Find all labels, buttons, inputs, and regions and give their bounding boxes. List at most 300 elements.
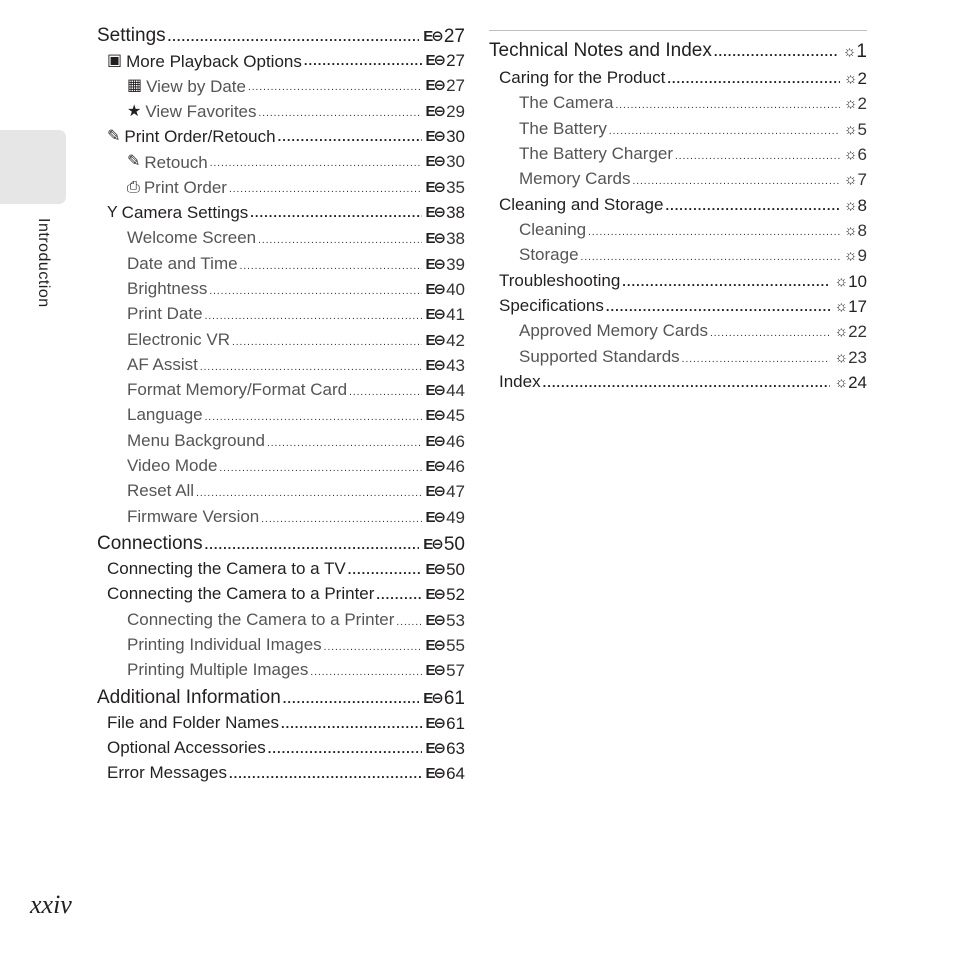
reference-section-icon: E⊖ [425,356,445,374]
page-number-ref: 64 [446,764,465,784]
toc-entry-label: Index [499,371,541,391]
toc-entry[interactable] [97,280,465,305]
reference-section-icon: E⊖ [425,230,445,248]
technical-notes-icon: ☼ [843,70,856,87]
reference-section-icon: E⊖ [425,483,445,501]
toc-entry-label: Error Messages [107,763,227,783]
page-reference [426,52,466,69]
page-number-ref: 42 [446,330,465,350]
toc-entry[interactable] [97,457,465,482]
reference-section-icon: E⊖ [425,127,445,145]
page-number-ref: 5 [857,119,867,139]
toc-entry[interactable] [489,170,867,195]
page-number-ref: 9 [857,246,867,266]
toc-entry[interactable] [97,305,465,330]
leader-dots [304,54,422,67]
toc-entry-label: Supported Standards [519,346,680,366]
leader-dots [232,338,422,348]
reference-section-icon: E⊖ [425,153,445,171]
toc-entry-title [107,128,276,145]
page-number-ref: 44 [446,381,465,401]
star-icon: ★ [127,102,142,120]
page-number-ref: 7 [857,170,867,190]
toc-entry[interactable] [97,77,465,102]
toc-entry-title [127,78,246,95]
technical-notes-icon: ☼ [834,348,847,366]
toc-entry-title [107,714,279,731]
technical-notes-icon: ☼ [834,373,847,391]
toc-entry-title [97,688,281,707]
toc-entry-label: Connecting the Camera to a Printer [107,584,375,604]
toc-entry[interactable] [97,585,465,610]
reference-section-icon: E⊖ [425,458,445,476]
reference-section-icon: E⊖ [425,306,445,324]
leader-dots [281,717,422,730]
page-reference [426,612,466,629]
page-reference [844,121,867,138]
toc-entry-title [519,120,607,137]
toc-entry[interactable] [97,714,465,739]
toc-entry-label: Retouch [144,152,208,172]
toc-entry-label: The Battery [519,118,607,138]
reference-section-icon: E⊖ [425,560,445,578]
page-number-ref: 10 [848,271,867,291]
page-reference [426,332,466,349]
toc-entry-label: Electronic VR [127,329,230,349]
leader-dots [622,275,830,288]
page-number-ref: 27 [446,51,465,70]
leader-dots [714,45,839,58]
page-reference [426,662,466,679]
page-reference [423,689,465,708]
toc-entry-label: Caring for the Product [499,68,666,87]
page-number-ref: 17 [848,296,867,316]
wrench-icon: Y [107,203,118,221]
technical-notes-icon: ☼ [842,43,855,60]
toc-entry[interactable] [97,560,465,585]
toc-entry-label: Language [127,405,203,425]
toc-entry-title [127,508,259,525]
page-reference [426,509,466,526]
toc-entry[interactable] [97,661,465,686]
toc-entry-label: Print Order/Retouch [124,127,276,147]
leader-dots [205,538,420,551]
page-number-ref: 40 [446,279,465,299]
calendar-icon: ▦ [127,77,143,95]
leader-dots [665,199,839,212]
toc-entry-label: Technical Notes and Index [489,40,712,61]
toc-entry[interactable] [489,221,867,246]
toc-entry-title [499,297,604,314]
leader-dots [310,668,421,678]
toc-entry-title [107,764,227,781]
leader-dots [209,287,421,297]
page-reference [426,407,466,424]
toc-entry-title [499,196,663,213]
page-number-ref: 38 [446,202,465,222]
leader-dots [219,464,421,474]
leader-dots [588,228,840,238]
toc-entry[interactable] [97,739,465,764]
page-number-ref: 57 [446,661,465,681]
leader-dots [168,30,420,43]
toc-entry-title [519,348,680,365]
toc-entry-title [127,482,194,499]
page-reference [426,103,466,120]
leader-dots [250,206,421,219]
page-reference [426,179,466,196]
toc-entry[interactable] [97,356,465,381]
toc-entry-label: Welcome Screen [127,228,257,248]
page-reference [426,561,466,578]
toc-entry-label: Reset All [127,481,195,501]
toc-entry-label: Video Mode [127,456,218,476]
page-number-ref: 46 [446,431,465,451]
leader-dots [196,489,421,499]
leader-dots [267,439,422,449]
page-reference [426,637,466,654]
toc-entry-title [127,229,256,246]
leader-dots [615,101,839,111]
leader-dots [210,159,422,169]
leader-dots [710,329,830,339]
toc-entry[interactable] [97,255,465,280]
leader-dots [229,185,422,195]
page-reference [426,281,466,298]
toc-entry-label: The Camera [519,93,614,113]
toc-entry[interactable] [97,331,465,356]
print-retouch-icon: ✎ [107,127,121,145]
toc-entry-title [127,280,207,297]
page-reference [423,535,465,554]
page-number-ref: 61 [446,713,465,733]
toc-entry[interactable] [489,272,867,297]
toc-entry-title [489,41,712,60]
page-reference [844,197,867,214]
page-reference [426,458,466,475]
page-number-ref: 43 [446,355,465,375]
page-reference [844,222,867,239]
page-number-ref: 24 [848,372,867,392]
toc-entry-title [519,145,673,162]
toc-entry-label: Cleaning and Storage [499,194,664,214]
toc-entry-title [127,381,347,398]
toc-entry-label: Print Date [127,304,203,324]
toc-entry[interactable] [97,611,465,636]
toc-entry[interactable] [97,687,465,714]
toc-entry-label: View Favorites [145,102,257,122]
leader-dots [606,300,830,313]
toc-entry[interactable] [97,229,465,254]
toc-entry-title [127,661,308,678]
toc-entry[interactable] [489,94,867,119]
reference-section-icon: E⊖ [425,432,445,450]
toc-entry-label: Storage [519,245,579,265]
page-number-ref: 8 [857,195,867,215]
toc-entry[interactable] [97,153,465,178]
toc-entry[interactable] [489,145,867,170]
page-number-ref: 23 [848,347,867,367]
reference-section-icon: E⊖ [425,102,445,120]
toc-entry-title [127,331,230,348]
toc-entry-title [127,179,227,196]
section-tab [0,130,66,204]
page-reference [843,42,867,61]
reference-section-icon: E⊖ [425,637,445,654]
page-number-ref: 46 [446,457,465,477]
toc-entry[interactable] [97,764,465,789]
page-reference [426,483,466,500]
toc-entry-label: Camera Settings [121,203,249,223]
page-reference [834,273,867,290]
page-reference [844,95,867,112]
toc-entry-title [107,585,374,602]
toc-entry[interactable] [489,40,867,69]
page-number-ref: 39 [446,254,465,274]
page-number-ref: 41 [446,305,465,325]
toc-entry[interactable] [97,636,465,661]
toc-entry-label: Print Order [143,178,227,198]
toc-entry-label: AF Assist [127,354,198,374]
page-number-ref: 53 [446,610,465,630]
page-reference [426,256,466,273]
reference-section-icon: E⊖ [425,407,445,425]
toc-entry-label: Firmware Version [127,506,260,526]
toc-entry-label: More Playback Options [126,51,302,71]
toc-entry-label: Optional Accessories [107,737,266,757]
reference-section-icon: E⊖ [423,535,442,553]
toc-entry-label: Format Memory/Format Card [127,380,348,400]
page-number-ref: 27 [443,26,465,47]
toc-entry[interactable] [97,508,465,533]
leader-dots [675,152,840,162]
toc-entry-label: The Battery Charger [519,143,674,163]
leader-dots [667,72,839,85]
leader-dots [376,588,421,601]
leader-dots [348,563,422,576]
toc-entry[interactable] [489,69,867,94]
page-reference [834,374,867,391]
toc-entry-label: Date and Time [127,253,238,273]
reference-section-icon: E⊖ [423,28,442,45]
page-number-ref: 2 [857,94,867,114]
toc-entry-title [107,204,248,221]
page-reference [426,77,466,94]
toc-entry-title [127,406,203,423]
page-reference [834,298,867,315]
toc-entry[interactable] [97,482,465,507]
reference-section-icon: E⊖ [425,611,445,629]
leader-dots [268,742,422,755]
leader-dots [229,767,422,780]
page-reference [426,765,466,782]
toc-entry-title [519,221,586,238]
page-reference [426,204,466,221]
toc-entry-title [499,69,665,86]
playback-icon: ▣ [107,52,123,69]
toc-entry[interactable] [97,128,465,153]
page-number-ref: 27 [446,76,465,96]
toc-right-column [489,30,867,398]
page-reference [844,146,867,163]
toc-entry-label: Cleaning [519,219,587,239]
toc-entry-label: Connecting the Camera to a TV [107,558,346,578]
toc-entry-label: Menu Background [127,430,265,450]
page-reference [426,586,466,603]
page-number-ref: 1 [856,41,867,62]
page-number-ref: 22 [848,322,867,342]
reference-section-icon: E⊖ [425,714,445,732]
retouch-icon: ✎ [127,153,141,171]
page-number-ref: 38 [446,229,465,249]
page-number-ref: 30 [446,152,465,172]
page-reference [426,306,466,323]
toc-entry[interactable] [97,432,465,457]
leader-dots [581,253,840,263]
leader-dots [349,388,421,398]
toc-entry-title [519,170,630,187]
leader-dots [632,177,839,187]
reference-section-icon: E⊖ [423,689,442,707]
leader-dots [259,109,422,119]
page-reference [834,349,867,366]
reference-section-icon: E⊖ [425,52,445,69]
toc-entry[interactable] [97,52,465,77]
toc-entry-title [499,272,620,289]
toc-entry[interactable] [489,120,867,145]
toc-entry-title [519,322,708,339]
toc-entry[interactable] [489,196,867,221]
technical-notes-icon: ☼ [834,272,847,290]
page-reference [426,357,466,374]
page-number-ref: 45 [446,406,465,426]
reference-section-icon: E⊖ [425,280,445,298]
toc-entry[interactable] [489,373,867,398]
page-reference [426,433,466,450]
toc-entry-label: File and Folder Names [107,712,279,732]
page-reference [844,70,867,87]
leader-dots [200,363,422,373]
page-reference [844,171,867,188]
reference-section-icon: E⊖ [425,255,445,273]
toc-entry[interactable] [97,25,465,52]
toc-entry-label: Connections [97,532,203,554]
page-number-ref: 47 [446,482,465,502]
toc-entry-title [107,53,302,70]
leader-dots [324,643,422,653]
leader-dots [682,355,831,365]
technical-notes-icon: ☼ [843,196,856,214]
page-reference [426,382,466,399]
technical-notes-icon: ☼ [843,221,856,239]
toc-entry-title [97,26,166,45]
page-reference [834,323,867,340]
toc-entry[interactable] [97,103,465,128]
page-reference [426,715,466,732]
reference-section-icon: E⊖ [425,203,445,221]
toc-entry-label: Printing Multiple Images [127,660,309,680]
toc-entry[interactable] [97,381,465,406]
technical-notes-icon: ☼ [843,171,856,189]
page-number-ref: 52 [446,585,465,605]
page-reference [426,230,466,247]
page-number-ref: 55 [446,636,465,655]
toc-entry[interactable] [97,406,465,431]
reference-section-icon: E⊖ [425,77,445,95]
page-number-ref: 30 [446,126,465,146]
reference-section-icon: E⊖ [425,586,445,604]
toc-entry-title [107,560,346,577]
toc-entry-label: Additional Information [97,686,281,708]
page-reference [426,128,466,145]
page-number: xxiv [30,890,72,919]
printer-icon: ⎙ [127,178,140,196]
leader-dots [278,130,422,143]
technical-notes-icon: ☼ [843,145,856,163]
section-tab-label: Introduction [35,218,52,308]
toc-entry[interactable] [97,533,465,560]
technical-notes-icon: ☼ [843,95,856,113]
toc-entry-title [127,457,217,474]
toc-entry[interactable] [97,179,465,204]
page-reference [423,27,465,46]
toc-entry[interactable] [97,204,465,229]
technical-notes-icon: ☼ [843,120,856,138]
toc-entry[interactable] [489,322,867,347]
toc-entry[interactable] [489,246,867,271]
page-reference [426,740,466,757]
toc-entry-title [127,611,394,628]
toc-entry-label: Troubleshooting [499,270,621,290]
technical-notes-icon: ☼ [834,323,847,341]
page-number-ref: 61 [443,687,465,709]
toc-entry-title [107,739,266,756]
page-number-ref: 35 [446,177,465,197]
page-number-ref: 2 [857,69,867,88]
toc-left-column [97,25,465,790]
toc-entry-label: Settings [97,25,166,46]
page-number-ref: 6 [857,144,867,164]
toc-entry[interactable] [489,348,867,373]
leader-dots [261,515,421,525]
toc-entry-title [127,103,257,120]
leader-dots [283,692,420,705]
page-number-ref: 50 [446,559,465,579]
leader-dots [240,262,422,272]
reference-section-icon: E⊖ [425,331,445,349]
reference-section-icon: E⊖ [425,508,445,526]
toc-entry-label: Printing Individual Images [127,635,322,654]
leader-dots [205,413,422,423]
reference-section-icon: E⊖ [425,739,445,757]
toc-entry-label: Approved Memory Cards [519,321,708,341]
toc-entry-title [127,154,208,171]
toc-entry-title [127,432,265,449]
toc-entry-title [127,636,322,653]
reference-section-icon: E⊖ [425,765,445,783]
technical-notes-icon: ☼ [843,247,856,265]
toc-entry-title [97,534,203,553]
leader-dots [258,236,421,246]
leader-dots [248,83,422,93]
page-number-ref: 50 [443,533,465,555]
toc-entry-label: Connecting the Camera to a Printer [127,609,395,629]
page-reference [426,153,466,170]
toc-entry[interactable] [489,297,867,322]
toc-entry-label: Memory Cards [519,169,631,189]
page-number-ref: 29 [446,101,465,121]
leader-dots [205,312,422,322]
